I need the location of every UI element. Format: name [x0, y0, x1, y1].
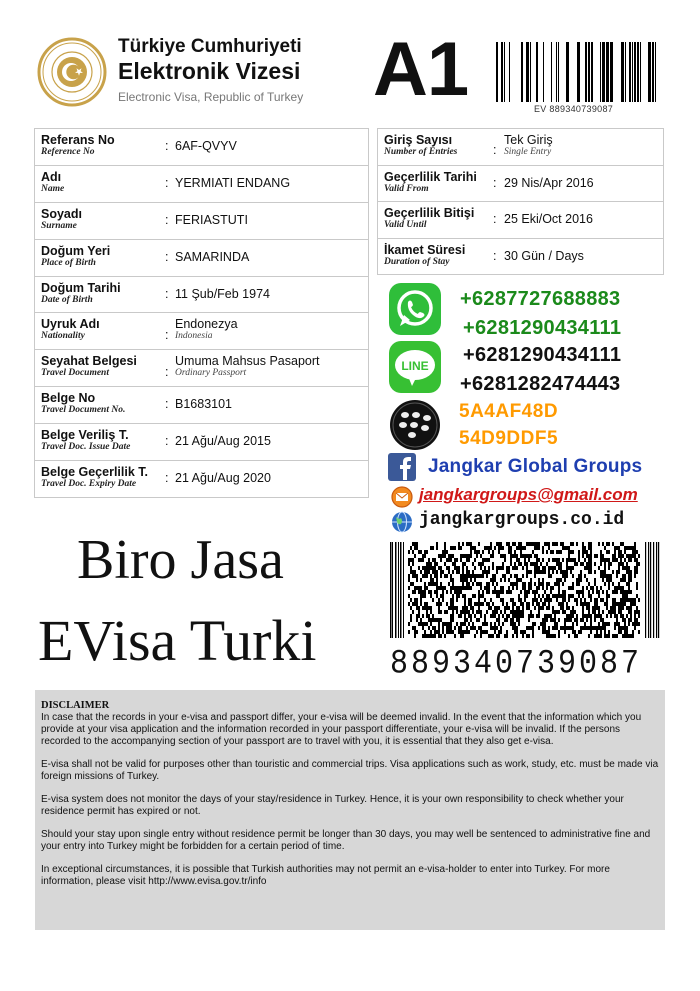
field-label-en: Travel Document — [41, 368, 109, 379]
field-label-en: Place of Birth — [41, 257, 96, 268]
field-label: Geçerlilik Bitişi — [384, 206, 475, 220]
disclaimer-paragraph: In exceptional circumstances, it is possible that Turkish authorities may not permit an e-visa-holder to enter into Turkey. For more information, please visit http://www.evisa.gov.tr/info — [41, 864, 610, 887]
field-value: 29 Nis/Apr 2016 — [504, 175, 594, 190]
table-row: Soyadı Surname : FERIASTUTI — [35, 203, 368, 240]
field-label: Soyadı — [41, 206, 82, 221]
document-title — [118, 36, 303, 104]
pdf417-barcode — [390, 542, 660, 638]
email-link[interactable]: jangkargroups@gmail.com — [419, 485, 638, 504]
field-label-en: Travel Document No. — [41, 405, 126, 416]
table-row: Doğum Yeri Place of Birth : SAMARINDA — [35, 240, 368, 277]
disclaimer-paragraph: E-visa shall not be valid for purposes other than touristic and commercial trips. Visa applications such as work, study, etc. must be made via foreign missions of Turkey. — [41, 758, 659, 782]
holder-info-table — [34, 128, 369, 498]
field-value: 30 Gün / Days — [504, 248, 584, 263]
table-row: İkamet Süresi Duration of Stay : 30 Gün / Days — [378, 239, 663, 276]
website-link[interactable]: jangkargroups.co.id — [419, 510, 625, 530]
visa-code: A1 — [373, 27, 469, 112]
table-row: Geçerlilik Bitişi Valid Until : 25 Eki/Oct 2016 — [378, 202, 663, 239]
ministry-seal-icon — [37, 37, 107, 107]
phone-number: +6281282474443 — [460, 373, 621, 395]
field-label-en: Valid From — [384, 183, 429, 194]
table-row: Seyahat Belgesi Travel Document : Umuma Mahsus Pasaport Ordinary Passport — [35, 350, 368, 387]
disclaimer-paragraph: Should your stay upon single entry without residence permit be longer than 30 days, you may well be sentenced to administrative fine and your entry into Turkey might be forbidden for a certain period of time. — [41, 829, 651, 852]
field-label: Doğum Yeri — [41, 243, 111, 258]
field-value: 6AF-QVYV — [175, 139, 237, 153]
field-label-en: Surname — [41, 220, 77, 231]
bbm-pin: 5A4AF48D — [459, 401, 559, 422]
field-label: Giriş Sayısı — [384, 133, 453, 147]
table-row: Uyruk Adı Nationality : Endonezya Indonesia — [35, 313, 368, 350]
table-row: Belge Geçerlilik T. Travel Doc. Expiry Date : 21 Ağu/Aug 2020 — [35, 461, 368, 498]
field-value-en: Ordinary Passport — [175, 368, 247, 379]
field-label-en: Nationality — [41, 331, 85, 342]
field-label-en: Name — [41, 183, 65, 194]
top-barcode-number: EV 889340739087 — [534, 104, 614, 114]
disclaimer-title: DISCLAIMER — [41, 700, 110, 711]
disclaimer-paragraph: E-visa system does not monitor the days of your stay/residence in Turkey. Hence, it is your own responsibility to check whether your residence permit has expired or not. — [41, 793, 624, 817]
visa-info-table — [377, 128, 664, 275]
title-turkish: Türkiye Cumhuriyeti — [118, 36, 302, 57]
phone-number: +6281290434111 — [463, 317, 622, 339]
field-label: Uyruk Adı — [41, 317, 100, 332]
field-label-en: Valid Until — [384, 220, 427, 230]
field-label-en: Duration of Stay — [384, 256, 450, 267]
whatsapp-icon — [388, 282, 442, 336]
phone-number: +6287727688883 — [460, 288, 621, 310]
field-value: 11 Şub/Feb 1974 — [175, 286, 270, 301]
field-label-en: Reference No — [41, 147, 95, 157]
top-barcode — [496, 42, 661, 102]
field-value-en: Indonesia — [175, 331, 213, 342]
field-value: B1683101 — [175, 397, 233, 412]
table-row: Belge No Travel Document No. : B1683101 — [35, 387, 368, 424]
line-icon — [388, 340, 442, 394]
table-row: Adı Name : YERMIATI ENDANG — [35, 166, 368, 203]
disclaimer-paragraph: In case that the records in your e-visa and passport differ, your e-visa will be deemed invalid. In the event that the information which you provide at your visa application and the information recorded in your passport differentiate, your e-visa will be invalid. If the persons recorded to the accompanying section of your passport are to travel with you, it is essential that they also get e-visa. — [41, 712, 642, 747]
field-value: Tek Giriş — [504, 133, 553, 147]
disclaimer-box — [35, 690, 665, 930]
field-label: Belge Geçerlilik T. — [41, 465, 148, 480]
title-english: Electronic Visa, Republic of Turkey — [118, 90, 304, 104]
table-row: Belge Veriliş T. Travel Doc. Issue Date : 21 Ağu/Aug 2015 — [35, 424, 368, 461]
table-row: Referans No Reference No : 6AF-QVYV — [35, 129, 368, 166]
field-value: 21 Ağu/Aug 2020 — [175, 471, 271, 486]
promo-line-2: EVisa Turki — [38, 608, 317, 673]
field-label: Belge No — [41, 391, 96, 406]
field-value: Umuma Mahsus Pasaport — [175, 354, 320, 369]
field-value: FERIASTUTI — [175, 212, 248, 227]
facebook-icon — [388, 453, 416, 481]
email-icon — [391, 486, 413, 508]
field-label: Doğum Tarihi — [41, 280, 121, 295]
field-label: Referans No — [41, 133, 115, 147]
blackberry-icon — [388, 398, 442, 452]
table-row: Doğum Tarihi Date of Birth : 11 Şub/Feb 1974 — [35, 277, 368, 314]
phone-number: +6281290434111 — [463, 344, 622, 366]
field-value: 21 Ağu/Aug 2015 — [175, 434, 271, 449]
field-label-en: Date of Birth — [41, 294, 93, 305]
globe-icon — [391, 511, 413, 533]
company-name: Jangkar Global Groups — [428, 456, 643, 477]
field-label-en: Travel Doc. Expiry Date — [41, 479, 137, 490]
field-label: Geçerlilik Tarihi — [384, 169, 477, 184]
field-value: Endonezya — [175, 317, 238, 332]
field-label: Seyahat Belgesi — [41, 354, 137, 369]
field-value: YERMIATI ENDANG — [175, 175, 291, 190]
field-value: SAMARINDA — [175, 249, 250, 264]
field-label-en: Travel Doc. Issue Date — [41, 442, 131, 453]
field-label-en: Number of Entries — [384, 147, 458, 157]
line-icon-label: LINE — [401, 359, 429, 373]
field-value-en: Single Entry — [504, 147, 552, 157]
field-label: Adı — [41, 169, 62, 184]
table-row: Geçerlilik Tarihi Valid From : 29 Nis/Apr 2016 — [378, 166, 663, 203]
field-label: Belge Veriliş T. — [41, 428, 129, 443]
barcode-number: 889340739087 — [390, 645, 643, 685]
table-row: Giriş Sayısı Number of Entries : Tek Giriş Single Entry — [378, 129, 663, 166]
title-evisa: Elektronik Vizesi — [118, 58, 301, 84]
field-value: 25 Eki/Oct 2016 — [504, 212, 593, 226]
field-label: İkamet Süresi — [384, 242, 466, 257]
promo-line-1: Biro Jasa — [77, 529, 284, 591]
bbm-pin: 54D9DDF5 — [459, 428, 559, 449]
